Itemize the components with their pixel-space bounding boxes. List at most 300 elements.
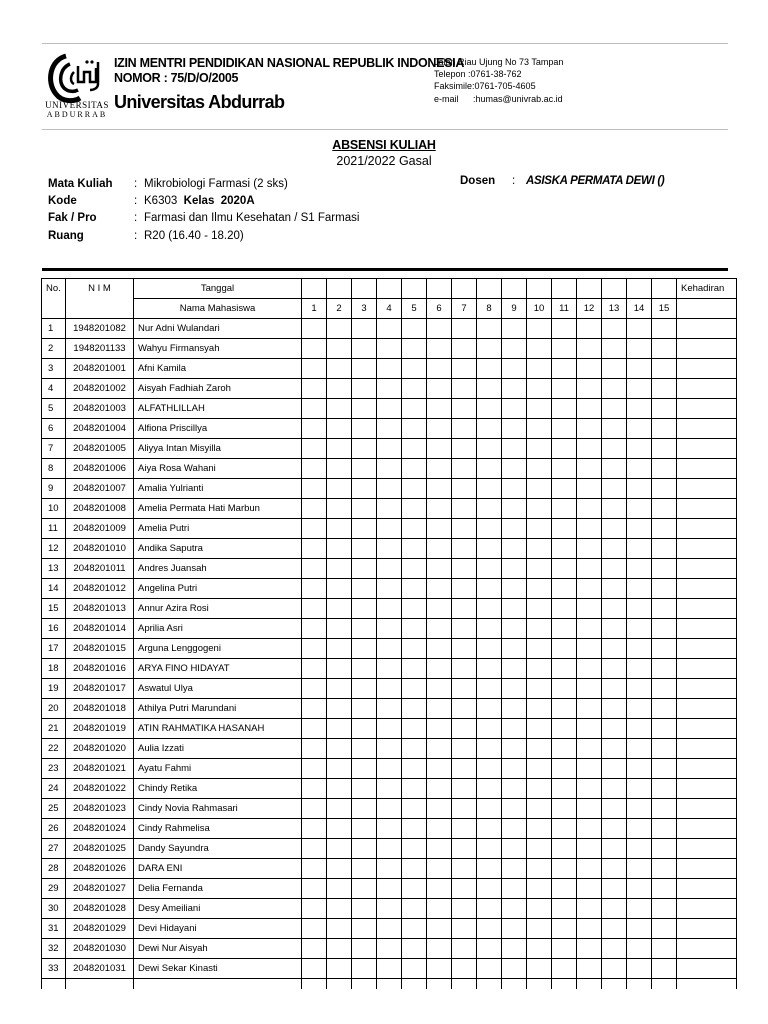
- attendance-checkbox-cell[interactable]: [427, 899, 452, 919]
- attendance-checkbox-cell[interactable]: [627, 959, 652, 979]
- attendance-checkbox-cell[interactable]: [327, 499, 352, 519]
- attendance-checkbox-cell[interactable]: [302, 939, 327, 959]
- attendance-checkbox-cell[interactable]: [427, 619, 452, 639]
- attendance-checkbox-cell[interactable]: [502, 959, 527, 979]
- attendance-checkbox-cell[interactable]: [527, 459, 552, 479]
- attendance-checkbox-cell[interactable]: [327, 699, 352, 719]
- attendance-checkbox-cell[interactable]: [477, 659, 502, 679]
- attendance-checkbox-cell[interactable]: [352, 399, 377, 419]
- attendance-checkbox-cell[interactable]: [302, 699, 327, 719]
- attendance-checkbox-cell[interactable]: [352, 439, 377, 459]
- attendance-checkbox-cell[interactable]: [602, 519, 627, 539]
- attendance-checkbox-cell[interactable]: [302, 579, 327, 599]
- attendance-checkbox-cell[interactable]: [427, 399, 452, 419]
- attendance-checkbox-cell[interactable]: [652, 339, 677, 359]
- attendance-checkbox-cell[interactable]: [552, 679, 577, 699]
- attendance-checkbox-cell[interactable]: [402, 339, 427, 359]
- attendance-checkbox-cell[interactable]: [402, 639, 427, 659]
- attendance-checkbox-cell[interactable]: [502, 779, 527, 799]
- attendance-checkbox-cell[interactable]: [652, 739, 677, 759]
- attendance-checkbox-cell[interactable]: [427, 359, 452, 379]
- attendance-checkbox-cell[interactable]: [502, 859, 527, 879]
- attendance-checkbox-cell[interactable]: [502, 499, 527, 519]
- attendance-checkbox-cell[interactable]: [302, 559, 327, 579]
- attendance-checkbox-cell[interactable]: [627, 359, 652, 379]
- attendance-checkbox-cell[interactable]: [327, 419, 352, 439]
- attendance-checkbox-cell[interactable]: [327, 959, 352, 979]
- attendance-checkbox-cell[interactable]: [627, 319, 652, 339]
- attendance-checkbox-cell[interactable]: [352, 579, 377, 599]
- attendance-checkbox-cell[interactable]: [627, 499, 652, 519]
- attendance-checkbox-cell[interactable]: [627, 599, 652, 619]
- attendance-checkbox-cell[interactable]: [427, 679, 452, 699]
- attendance-checkbox-cell[interactable]: [427, 559, 452, 579]
- attendance-checkbox-cell[interactable]: [327, 439, 352, 459]
- attendance-checkbox-cell[interactable]: [377, 319, 402, 339]
- attendance-checkbox-cell[interactable]: [602, 759, 627, 779]
- attendance-checkbox-cell[interactable]: [402, 539, 427, 559]
- attendance-checkbox-cell[interactable]: [377, 419, 402, 439]
- attendance-checkbox-cell[interactable]: [302, 619, 327, 639]
- attendance-checkbox-cell[interactable]: [577, 519, 602, 539]
- attendance-checkbox-cell[interactable]: [527, 639, 552, 659]
- attendance-checkbox-cell[interactable]: [302, 679, 327, 699]
- attendance-checkbox-cell[interactable]: [552, 919, 577, 939]
- attendance-checkbox-cell[interactable]: [652, 559, 677, 579]
- attendance-checkbox-cell[interactable]: [552, 719, 577, 739]
- attendance-checkbox-cell[interactable]: [602, 839, 627, 859]
- attendance-checkbox-cell[interactable]: [352, 519, 377, 539]
- attendance-checkbox-cell[interactable]: [452, 839, 477, 859]
- attendance-checkbox-cell[interactable]: [427, 659, 452, 679]
- attendance-checkbox-cell[interactable]: [577, 819, 602, 839]
- attendance-checkbox-cell[interactable]: [327, 719, 352, 739]
- attendance-checkbox-cell[interactable]: [427, 799, 452, 819]
- attendance-checkbox-cell[interactable]: [452, 359, 477, 379]
- attendance-checkbox-cell[interactable]: [327, 559, 352, 579]
- attendance-checkbox-cell[interactable]: [352, 799, 377, 819]
- attendance-checkbox-cell[interactable]: [477, 939, 502, 959]
- attendance-checkbox-cell[interactable]: [427, 779, 452, 799]
- attendance-checkbox-cell[interactable]: [352, 499, 377, 519]
- attendance-checkbox-cell[interactable]: [577, 919, 602, 939]
- attendance-checkbox-cell[interactable]: [327, 859, 352, 879]
- attendance-checkbox-cell[interactable]: [477, 599, 502, 619]
- attendance-checkbox-cell[interactable]: [327, 459, 352, 479]
- attendance-checkbox-cell[interactable]: [327, 759, 352, 779]
- attendance-checkbox-cell[interactable]: [402, 439, 427, 459]
- attendance-checkbox-cell[interactable]: [627, 879, 652, 899]
- attendance-checkbox-cell[interactable]: [527, 539, 552, 559]
- attendance-checkbox-cell[interactable]: [477, 699, 502, 719]
- attendance-checkbox-cell[interactable]: [327, 539, 352, 559]
- attendance-checkbox-cell[interactable]: [402, 659, 427, 679]
- attendance-checkbox-cell[interactable]: [652, 819, 677, 839]
- attendance-checkbox-cell[interactable]: [302, 379, 327, 399]
- attendance-checkbox-cell[interactable]: [452, 899, 477, 919]
- attendance-checkbox-cell[interactable]: [327, 919, 352, 939]
- attendance-checkbox-cell[interactable]: [427, 759, 452, 779]
- attendance-checkbox-cell[interactable]: [527, 879, 552, 899]
- attendance-checkbox-cell[interactable]: [327, 339, 352, 359]
- attendance-checkbox-cell[interactable]: [352, 459, 377, 479]
- attendance-checkbox-cell[interactable]: [377, 579, 402, 599]
- attendance-checkbox-cell[interactable]: [552, 639, 577, 659]
- attendance-checkbox-cell[interactable]: [577, 319, 602, 339]
- attendance-checkbox-cell[interactable]: [352, 879, 377, 899]
- attendance-checkbox-cell[interactable]: [552, 419, 577, 439]
- attendance-checkbox-cell[interactable]: [652, 419, 677, 439]
- attendance-checkbox-cell[interactable]: [427, 919, 452, 939]
- attendance-checkbox-cell[interactable]: [427, 579, 452, 599]
- attendance-checkbox-cell[interactable]: [377, 679, 402, 699]
- attendance-checkbox-cell[interactable]: [327, 619, 352, 639]
- attendance-checkbox-cell[interactable]: [377, 359, 402, 379]
- attendance-checkbox-cell[interactable]: [452, 719, 477, 739]
- attendance-checkbox-cell[interactable]: [502, 839, 527, 859]
- attendance-checkbox-cell[interactable]: [502, 879, 527, 899]
- attendance-checkbox-cell[interactable]: [402, 799, 427, 819]
- attendance-checkbox-cell[interactable]: [527, 419, 552, 439]
- attendance-checkbox-cell[interactable]: [377, 819, 402, 839]
- attendance-checkbox-cell[interactable]: [302, 599, 327, 619]
- attendance-checkbox-cell[interactable]: [327, 359, 352, 379]
- attendance-checkbox-cell[interactable]: [552, 759, 577, 779]
- attendance-checkbox-cell[interactable]: [502, 419, 527, 439]
- attendance-checkbox-cell[interactable]: [477, 779, 502, 799]
- attendance-checkbox-cell[interactable]: [602, 539, 627, 559]
- attendance-checkbox-cell[interactable]: [627, 399, 652, 419]
- attendance-checkbox-cell[interactable]: [377, 379, 402, 399]
- attendance-checkbox-cell[interactable]: [302, 739, 327, 759]
- attendance-checkbox-cell[interactable]: [402, 939, 427, 959]
- attendance-checkbox-cell[interactable]: [402, 479, 427, 499]
- attendance-checkbox-cell[interactable]: [602, 359, 627, 379]
- attendance-checkbox-cell[interactable]: [452, 819, 477, 839]
- attendance-checkbox-cell[interactable]: [402, 399, 427, 419]
- attendance-checkbox-cell[interactable]: [302, 419, 327, 439]
- attendance-checkbox-cell[interactable]: [552, 439, 577, 459]
- attendance-checkbox-cell[interactable]: [602, 339, 627, 359]
- attendance-checkbox-cell[interactable]: [302, 439, 327, 459]
- attendance-checkbox-cell[interactable]: [427, 439, 452, 459]
- attendance-checkbox-cell[interactable]: [477, 419, 502, 439]
- attendance-checkbox-cell[interactable]: [352, 739, 377, 759]
- attendance-checkbox-cell[interactable]: [602, 879, 627, 899]
- attendance-checkbox-cell[interactable]: [352, 479, 377, 499]
- attendance-checkbox-cell[interactable]: [602, 399, 627, 419]
- attendance-checkbox-cell[interactable]: [627, 619, 652, 639]
- attendance-checkbox-cell[interactable]: [652, 939, 677, 959]
- attendance-checkbox-cell[interactable]: [527, 399, 552, 419]
- attendance-checkbox-cell[interactable]: [502, 379, 527, 399]
- attendance-checkbox-cell[interactable]: [427, 539, 452, 559]
- attendance-checkbox-cell[interactable]: [352, 419, 377, 439]
- attendance-checkbox-cell[interactable]: [552, 479, 577, 499]
- attendance-checkbox-cell[interactable]: [552, 699, 577, 719]
- attendance-checkbox-cell[interactable]: [652, 379, 677, 399]
- attendance-checkbox-cell[interactable]: [527, 739, 552, 759]
- attendance-checkbox-cell[interactable]: [502, 739, 527, 759]
- attendance-checkbox-cell[interactable]: [502, 699, 527, 719]
- attendance-checkbox-cell[interactable]: [327, 599, 352, 619]
- attendance-checkbox-cell[interactable]: [377, 839, 402, 859]
- attendance-checkbox-cell[interactable]: [502, 519, 527, 539]
- attendance-checkbox-cell[interactable]: [477, 459, 502, 479]
- attendance-checkbox-cell[interactable]: [502, 459, 527, 479]
- attendance-checkbox-cell[interactable]: [627, 479, 652, 499]
- attendance-checkbox-cell[interactable]: [452, 599, 477, 619]
- attendance-checkbox-cell[interactable]: [377, 479, 402, 499]
- attendance-checkbox-cell[interactable]: [302, 359, 327, 379]
- attendance-checkbox-cell[interactable]: [552, 899, 577, 919]
- attendance-checkbox-cell[interactable]: [552, 819, 577, 839]
- attendance-checkbox-cell[interactable]: [402, 859, 427, 879]
- attendance-checkbox-cell[interactable]: [427, 719, 452, 739]
- attendance-checkbox-cell[interactable]: [527, 699, 552, 719]
- attendance-checkbox-cell[interactable]: [577, 939, 602, 959]
- attendance-checkbox-cell[interactable]: [452, 859, 477, 879]
- attendance-checkbox-cell[interactable]: [602, 619, 627, 639]
- attendance-checkbox-cell[interactable]: [627, 579, 652, 599]
- attendance-checkbox-cell[interactable]: [377, 719, 402, 739]
- attendance-checkbox-cell[interactable]: [377, 559, 402, 579]
- attendance-checkbox-cell[interactable]: [302, 819, 327, 839]
- attendance-checkbox-cell[interactable]: [427, 939, 452, 959]
- attendance-checkbox-cell[interactable]: [477, 319, 502, 339]
- attendance-checkbox-cell[interactable]: [427, 519, 452, 539]
- attendance-checkbox-cell[interactable]: [552, 319, 577, 339]
- attendance-checkbox-cell[interactable]: [477, 839, 502, 859]
- attendance-checkbox-cell[interactable]: [452, 519, 477, 539]
- attendance-checkbox-cell[interactable]: [627, 719, 652, 739]
- attendance-checkbox-cell[interactable]: [402, 899, 427, 919]
- attendance-checkbox-cell[interactable]: [527, 439, 552, 459]
- attendance-checkbox-cell[interactable]: [527, 719, 552, 739]
- attendance-checkbox-cell[interactable]: [627, 899, 652, 919]
- attendance-checkbox-cell[interactable]: [402, 779, 427, 799]
- attendance-checkbox-cell[interactable]: [327, 819, 352, 839]
- attendance-checkbox-cell[interactable]: [552, 779, 577, 799]
- attendance-checkbox-cell[interactable]: [602, 799, 627, 819]
- attendance-checkbox-cell[interactable]: [652, 779, 677, 799]
- attendance-checkbox-cell[interactable]: [602, 719, 627, 739]
- attendance-checkbox-cell[interactable]: [352, 759, 377, 779]
- attendance-checkbox-cell[interactable]: [477, 899, 502, 919]
- attendance-checkbox-cell[interactable]: [477, 959, 502, 979]
- attendance-checkbox-cell[interactable]: [477, 379, 502, 399]
- attendance-checkbox-cell[interactable]: [302, 879, 327, 899]
- attendance-checkbox-cell[interactable]: [302, 779, 327, 799]
- attendance-checkbox-cell[interactable]: [502, 759, 527, 779]
- attendance-checkbox-cell[interactable]: [477, 799, 502, 819]
- attendance-checkbox-cell[interactable]: [452, 539, 477, 559]
- attendance-checkbox-cell[interactable]: [477, 539, 502, 559]
- attendance-checkbox-cell[interactable]: [652, 759, 677, 779]
- attendance-checkbox-cell[interactable]: [477, 359, 502, 379]
- attendance-checkbox-cell[interactable]: [402, 419, 427, 439]
- attendance-checkbox-cell[interactable]: [602, 819, 627, 839]
- attendance-checkbox-cell[interactable]: [577, 599, 602, 619]
- attendance-checkbox-cell[interactable]: [302, 539, 327, 559]
- attendance-checkbox-cell[interactable]: [502, 319, 527, 339]
- attendance-checkbox-cell[interactable]: [552, 379, 577, 399]
- attendance-checkbox-cell[interactable]: [377, 619, 402, 639]
- attendance-checkbox-cell[interactable]: [352, 859, 377, 879]
- attendance-checkbox-cell[interactable]: [477, 399, 502, 419]
- attendance-checkbox-cell[interactable]: [652, 639, 677, 659]
- attendance-checkbox-cell[interactable]: [402, 739, 427, 759]
- attendance-checkbox-cell[interactable]: [477, 559, 502, 579]
- attendance-checkbox-cell[interactable]: [302, 519, 327, 539]
- attendance-checkbox-cell[interactable]: [327, 399, 352, 419]
- attendance-checkbox-cell[interactable]: [577, 639, 602, 659]
- attendance-checkbox-cell[interactable]: [602, 919, 627, 939]
- attendance-checkbox-cell[interactable]: [452, 559, 477, 579]
- attendance-checkbox-cell[interactable]: [652, 459, 677, 479]
- attendance-checkbox-cell[interactable]: [602, 499, 627, 519]
- attendance-checkbox-cell[interactable]: [427, 419, 452, 439]
- attendance-checkbox-cell[interactable]: [602, 379, 627, 399]
- attendance-checkbox-cell[interactable]: [602, 599, 627, 619]
- attendance-checkbox-cell[interactable]: [302, 719, 327, 739]
- attendance-checkbox-cell[interactable]: [302, 479, 327, 499]
- attendance-checkbox-cell[interactable]: [452, 959, 477, 979]
- attendance-checkbox-cell[interactable]: [577, 859, 602, 879]
- attendance-checkbox-cell[interactable]: [477, 439, 502, 459]
- attendance-checkbox-cell[interactable]: [627, 519, 652, 539]
- attendance-checkbox-cell[interactable]: [602, 319, 627, 339]
- attendance-checkbox-cell[interactable]: [402, 819, 427, 839]
- attendance-checkbox-cell[interactable]: [652, 439, 677, 459]
- attendance-checkbox-cell[interactable]: [552, 959, 577, 979]
- attendance-checkbox-cell[interactable]: [602, 659, 627, 679]
- attendance-checkbox-cell[interactable]: [302, 459, 327, 479]
- attendance-checkbox-cell[interactable]: [302, 319, 327, 339]
- attendance-checkbox-cell[interactable]: [602, 559, 627, 579]
- attendance-checkbox-cell[interactable]: [402, 699, 427, 719]
- attendance-checkbox-cell[interactable]: [502, 819, 527, 839]
- attendance-checkbox-cell[interactable]: [452, 639, 477, 659]
- attendance-checkbox-cell[interactable]: [652, 959, 677, 979]
- attendance-checkbox-cell[interactable]: [352, 839, 377, 859]
- attendance-checkbox-cell[interactable]: [527, 779, 552, 799]
- attendance-checkbox-cell[interactable]: [527, 519, 552, 539]
- attendance-checkbox-cell[interactable]: [577, 719, 602, 739]
- attendance-checkbox-cell[interactable]: [427, 499, 452, 519]
- attendance-checkbox-cell[interactable]: [577, 679, 602, 699]
- attendance-checkbox-cell[interactable]: [627, 699, 652, 719]
- attendance-checkbox-cell[interactable]: [652, 879, 677, 899]
- attendance-checkbox-cell[interactable]: [452, 579, 477, 599]
- attendance-checkbox-cell[interactable]: [427, 599, 452, 619]
- attendance-checkbox-cell[interactable]: [377, 439, 402, 459]
- attendance-checkbox-cell[interactable]: [527, 759, 552, 779]
- attendance-checkbox-cell[interactable]: [577, 899, 602, 919]
- attendance-checkbox-cell[interactable]: [527, 679, 552, 699]
- attendance-checkbox-cell[interactable]: [352, 699, 377, 719]
- attendance-checkbox-cell[interactable]: [327, 319, 352, 339]
- attendance-checkbox-cell[interactable]: [327, 659, 352, 679]
- attendance-checkbox-cell[interactable]: [652, 319, 677, 339]
- attendance-checkbox-cell[interactable]: [402, 459, 427, 479]
- attendance-checkbox-cell[interactable]: [377, 879, 402, 899]
- attendance-checkbox-cell[interactable]: [377, 639, 402, 659]
- attendance-checkbox-cell[interactable]: [502, 659, 527, 679]
- attendance-checkbox-cell[interactable]: [552, 659, 577, 679]
- attendance-checkbox-cell[interactable]: [327, 899, 352, 919]
- attendance-checkbox-cell[interactable]: [377, 499, 402, 519]
- attendance-checkbox-cell[interactable]: [452, 379, 477, 399]
- attendance-checkbox-cell[interactable]: [502, 799, 527, 819]
- attendance-checkbox-cell[interactable]: [502, 599, 527, 619]
- attendance-checkbox-cell[interactable]: [627, 839, 652, 859]
- attendance-checkbox-cell[interactable]: [577, 399, 602, 419]
- attendance-checkbox-cell[interactable]: [502, 359, 527, 379]
- attendance-checkbox-cell[interactable]: [552, 579, 577, 599]
- attendance-checkbox-cell[interactable]: [577, 379, 602, 399]
- attendance-checkbox-cell[interactable]: [377, 399, 402, 419]
- attendance-checkbox-cell[interactable]: [627, 779, 652, 799]
- attendance-checkbox-cell[interactable]: [577, 659, 602, 679]
- attendance-checkbox-cell[interactable]: [377, 699, 402, 719]
- attendance-checkbox-cell[interactable]: [527, 559, 552, 579]
- attendance-checkbox-cell[interactable]: [652, 519, 677, 539]
- attendance-checkbox-cell[interactable]: [577, 619, 602, 639]
- attendance-checkbox-cell[interactable]: [477, 679, 502, 699]
- attendance-checkbox-cell[interactable]: [602, 939, 627, 959]
- attendance-checkbox-cell[interactable]: [577, 499, 602, 519]
- attendance-checkbox-cell[interactable]: [652, 399, 677, 419]
- attendance-checkbox-cell[interactable]: [402, 619, 427, 639]
- attendance-checkbox-cell[interactable]: [377, 519, 402, 539]
- attendance-checkbox-cell[interactable]: [402, 919, 427, 939]
- attendance-checkbox-cell[interactable]: [552, 499, 577, 519]
- attendance-checkbox-cell[interactable]: [602, 899, 627, 919]
- attendance-checkbox-cell[interactable]: [377, 919, 402, 939]
- attendance-checkbox-cell[interactable]: [577, 419, 602, 439]
- attendance-checkbox-cell[interactable]: [377, 339, 402, 359]
- attendance-checkbox-cell[interactable]: [527, 799, 552, 819]
- attendance-checkbox-cell[interactable]: [627, 539, 652, 559]
- attendance-checkbox-cell[interactable]: [352, 779, 377, 799]
- attendance-checkbox-cell[interactable]: [327, 939, 352, 959]
- attendance-checkbox-cell[interactable]: [527, 319, 552, 339]
- attendance-checkbox-cell[interactable]: [552, 599, 577, 619]
- attendance-checkbox-cell[interactable]: [527, 819, 552, 839]
- attendance-checkbox-cell[interactable]: [602, 699, 627, 719]
- attendance-checkbox-cell[interactable]: [302, 959, 327, 979]
- attendance-checkbox-cell[interactable]: [302, 919, 327, 939]
- attendance-checkbox-cell[interactable]: [327, 799, 352, 819]
- attendance-checkbox-cell[interactable]: [427, 699, 452, 719]
- attendance-checkbox-cell[interactable]: [627, 819, 652, 839]
- attendance-checkbox-cell[interactable]: [527, 619, 552, 639]
- attendance-checkbox-cell[interactable]: [352, 819, 377, 839]
- attendance-checkbox-cell[interactable]: [477, 619, 502, 639]
- attendance-checkbox-cell[interactable]: [452, 739, 477, 759]
- attendance-checkbox-cell[interactable]: [652, 539, 677, 559]
- attendance-checkbox-cell[interactable]: [502, 679, 527, 699]
- attendance-checkbox-cell[interactable]: [502, 479, 527, 499]
- attendance-checkbox-cell[interactable]: [302, 799, 327, 819]
- attendance-checkbox-cell[interactable]: [477, 759, 502, 779]
- attendance-checkbox-cell[interactable]: [577, 479, 602, 499]
- attendance-checkbox-cell[interactable]: [352, 539, 377, 559]
- attendance-checkbox-cell[interactable]: [627, 659, 652, 679]
- attendance-checkbox-cell[interactable]: [552, 539, 577, 559]
- attendance-checkbox-cell[interactable]: [502, 639, 527, 659]
